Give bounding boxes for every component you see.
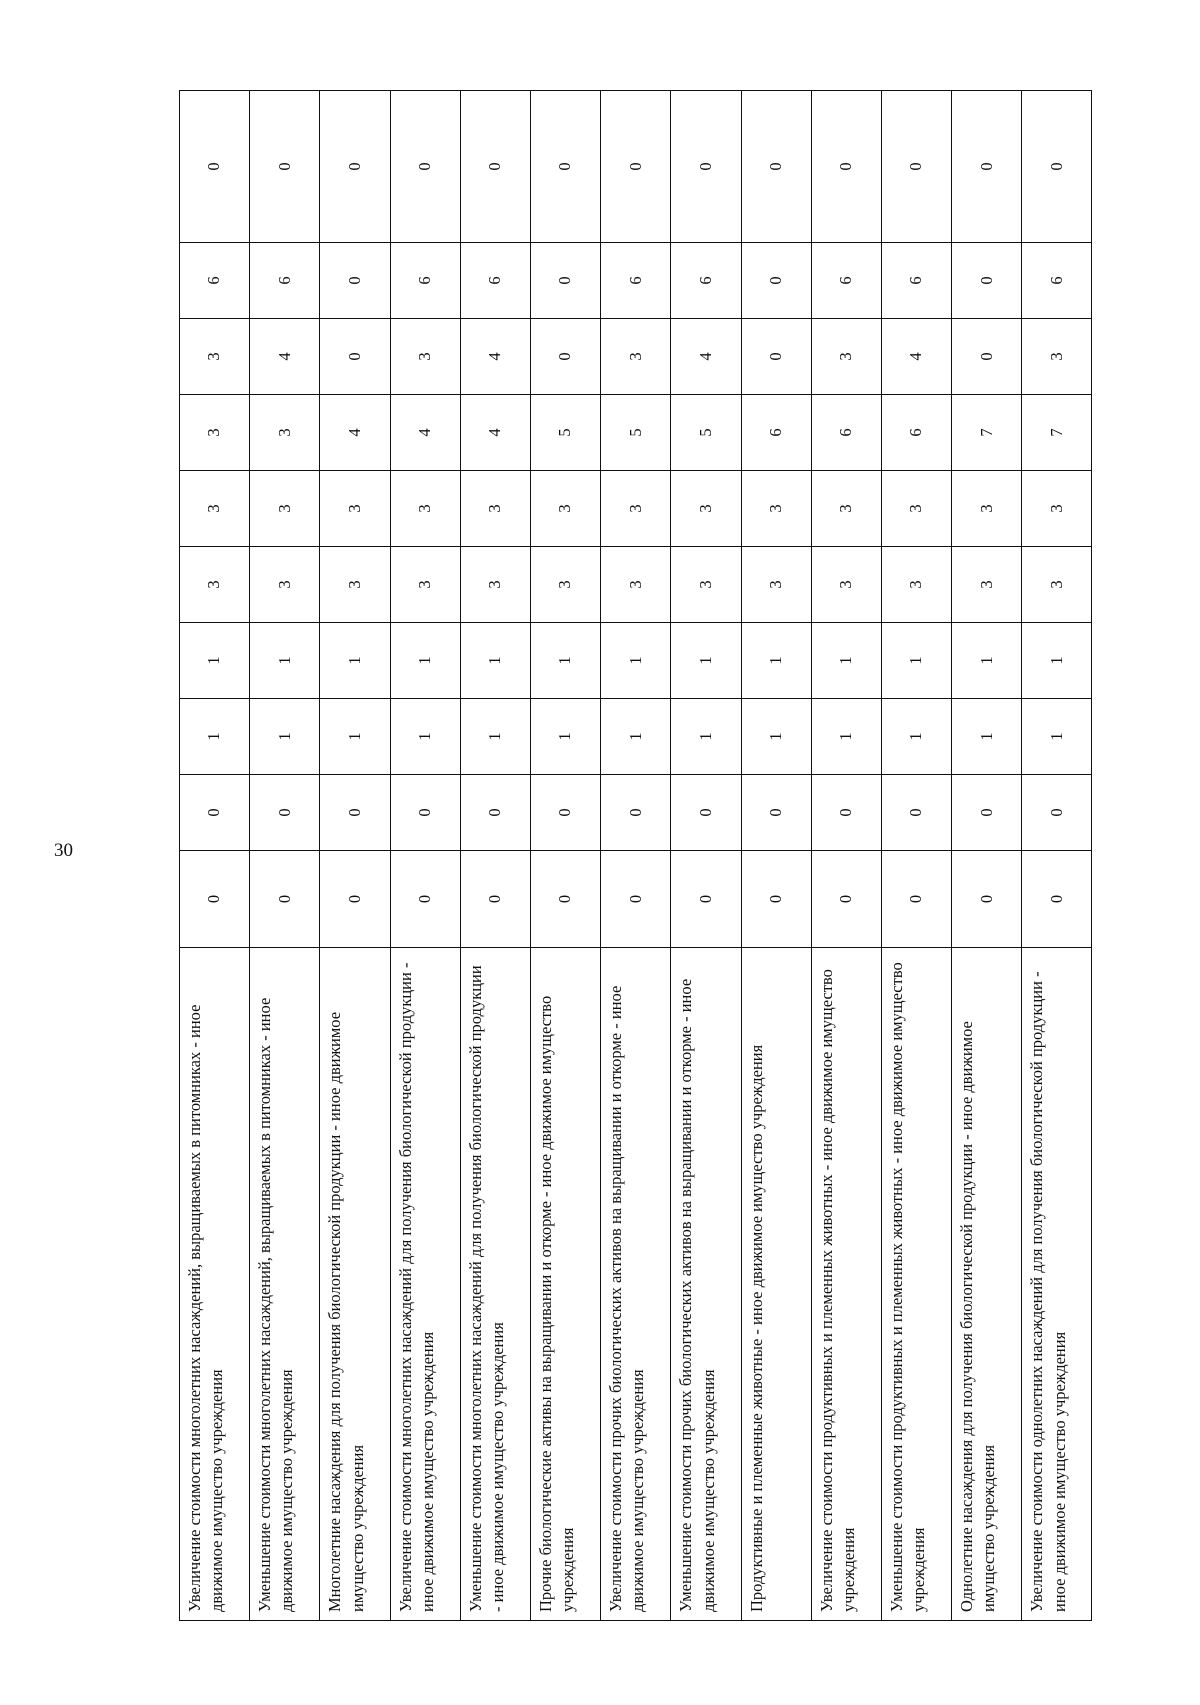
code-digit-cell: 3 bbox=[1022, 319, 1092, 395]
code-digit-cell: 1 bbox=[881, 623, 951, 699]
table-row bbox=[390, 91, 460, 1621]
row-description: Увеличение стоимости продуктивных и племенных животных - иное движимое имущество учреждения bbox=[811, 948, 881, 1621]
code-digit-cell: 0 bbox=[390, 775, 460, 851]
code-digit-cell: 0 bbox=[1022, 91, 1092, 243]
code-digit-cell: 3 bbox=[180, 395, 250, 471]
code-digit-cell: 0 bbox=[952, 319, 1022, 395]
code-digit-cell: 6 bbox=[1022, 243, 1092, 319]
code-digit-cell: 0 bbox=[320, 851, 390, 948]
code-digit-cell: 3 bbox=[180, 471, 250, 547]
code-digit-cell: 0 bbox=[530, 243, 600, 319]
code-digit-cell: 1 bbox=[320, 623, 390, 699]
code-digit-cell: 6 bbox=[811, 395, 881, 471]
code-digit-cell: 3 bbox=[741, 547, 811, 623]
code-digit-cell: 1 bbox=[1022, 699, 1092, 775]
code-digit-cell: 0 bbox=[881, 851, 951, 948]
code-digit-cell: 3 bbox=[390, 319, 460, 395]
code-digit-cell: 3 bbox=[460, 547, 530, 623]
code-digit-cell: 3 bbox=[390, 547, 460, 623]
code-digit-cell: 1 bbox=[460, 623, 530, 699]
rotated-table-frame bbox=[179, 91, 1092, 1621]
code-digit-cell: 1 bbox=[250, 699, 320, 775]
account-codes-table bbox=[179, 90, 1092, 1621]
row-description: Уменьшение стоимости многолетних насаждений, выращиваемых в питомниках - иное движимое имущество учреждения bbox=[250, 948, 320, 1621]
code-digit-cell: 6 bbox=[180, 243, 250, 319]
code-digit-cell: 0 bbox=[180, 851, 250, 948]
code-digit-cell: 3 bbox=[530, 471, 600, 547]
code-digit-cell: 0 bbox=[811, 851, 881, 948]
code-digit-cell: 1 bbox=[250, 623, 320, 699]
code-digit-cell: 0 bbox=[460, 775, 530, 851]
code-digit-cell: 5 bbox=[671, 395, 741, 471]
rotated-table-container bbox=[179, 91, 1092, 1621]
code-digit-cell: 3 bbox=[250, 471, 320, 547]
table-body bbox=[180, 91, 1092, 1621]
code-digit-cell: 3 bbox=[671, 547, 741, 623]
table-row bbox=[811, 91, 881, 1621]
code-digit-cell: 0 bbox=[671, 851, 741, 948]
table-row bbox=[320, 91, 390, 1621]
row-description: Уменьшение стоимости многолетних насаждений для получения биологической продукции - иное движимое имущество учреждения bbox=[460, 948, 530, 1621]
code-digit-cell: 0 bbox=[881, 775, 951, 851]
code-digit-cell: 1 bbox=[180, 623, 250, 699]
row-description: Прочие биологические активы на выращивании и откорме - иное движимое имущество учреждения bbox=[530, 948, 600, 1621]
code-digit-cell: 1 bbox=[320, 699, 390, 775]
code-digit-cell: 0 bbox=[811, 775, 881, 851]
row-description: Продуктивные и племенные животные - иное движимое имущество учреждения bbox=[741, 948, 811, 1621]
code-digit-cell: 3 bbox=[811, 319, 881, 395]
code-digit-cell: 0 bbox=[530, 851, 600, 948]
code-digit-cell: 1 bbox=[741, 699, 811, 775]
row-description: Уменьшение стоимости продуктивных и племенных животных - иное движимое имущество учреждения bbox=[881, 948, 951, 1621]
code-digit-cell: 1 bbox=[530, 623, 600, 699]
code-digit-cell: 0 bbox=[952, 775, 1022, 851]
code-digit-cell: 0 bbox=[390, 851, 460, 948]
table-row bbox=[460, 91, 530, 1621]
code-digit-cell: 4 bbox=[671, 319, 741, 395]
code-digit-cell: 7 bbox=[1022, 395, 1092, 471]
code-digit-cell: 1 bbox=[390, 623, 460, 699]
code-digit-cell: 1 bbox=[952, 699, 1022, 775]
code-digit-cell: 1 bbox=[601, 623, 671, 699]
code-digit-cell: 0 bbox=[530, 91, 600, 243]
code-digit-cell: 4 bbox=[881, 319, 951, 395]
code-digit-cell: 0 bbox=[601, 851, 671, 948]
table-row bbox=[530, 91, 600, 1621]
code-digit-cell: 4 bbox=[320, 395, 390, 471]
code-digit-cell: 4 bbox=[460, 395, 530, 471]
code-digit-cell: 3 bbox=[881, 547, 951, 623]
code-digit-cell: 0 bbox=[460, 91, 530, 243]
code-digit-cell: 4 bbox=[250, 319, 320, 395]
code-digit-cell: 0 bbox=[390, 91, 460, 243]
code-digit-cell: 3 bbox=[811, 547, 881, 623]
code-digit-cell: 3 bbox=[601, 471, 671, 547]
code-digit-cell: 0 bbox=[460, 851, 530, 948]
code-digit-cell: 1 bbox=[811, 623, 881, 699]
code-digit-cell: 6 bbox=[881, 395, 951, 471]
code-digit-cell: 0 bbox=[741, 775, 811, 851]
code-digit-cell: 7 bbox=[952, 395, 1022, 471]
code-digit-cell: 0 bbox=[671, 775, 741, 851]
table-row bbox=[180, 91, 250, 1621]
code-digit-cell: 3 bbox=[320, 547, 390, 623]
code-digit-cell: 0 bbox=[741, 319, 811, 395]
code-digit-cell: 1 bbox=[390, 699, 460, 775]
code-digit-cell: 5 bbox=[601, 395, 671, 471]
code-digit-cell: 3 bbox=[671, 471, 741, 547]
code-digit-cell: 3 bbox=[250, 547, 320, 623]
code-digit-cell: 3 bbox=[1022, 547, 1092, 623]
code-digit-cell: 1 bbox=[881, 699, 951, 775]
table-row bbox=[601, 91, 671, 1621]
code-digit-cell: 1 bbox=[811, 699, 881, 775]
code-digit-cell: 3 bbox=[460, 471, 530, 547]
code-digit-cell: 3 bbox=[180, 319, 250, 395]
page-number: 30 bbox=[54, 840, 73, 861]
code-digit-cell: 6 bbox=[741, 395, 811, 471]
table-row bbox=[741, 91, 811, 1621]
code-digit-cell: 0 bbox=[741, 91, 811, 243]
code-digit-cell: 0 bbox=[530, 319, 600, 395]
code-digit-cell: 1 bbox=[741, 623, 811, 699]
row-description: Уменьшение стоимости прочих биологических активов на выращивании и откорме - иное движимое имущество учреждения bbox=[671, 948, 741, 1621]
code-digit-cell: 0 bbox=[741, 243, 811, 319]
table-row bbox=[1022, 91, 1092, 1621]
code-digit-cell: 3 bbox=[1022, 471, 1092, 547]
code-digit-cell: 0 bbox=[320, 775, 390, 851]
row-description: Увеличение стоимости однолетних насаждений для получения биологической продукции - иное движимое имущество учреждения bbox=[1022, 948, 1092, 1621]
code-digit-cell: 6 bbox=[390, 243, 460, 319]
code-digit-cell: 0 bbox=[320, 319, 390, 395]
code-digit-cell: 0 bbox=[952, 851, 1022, 948]
code-digit-cell: 0 bbox=[601, 775, 671, 851]
table-row bbox=[881, 91, 951, 1621]
code-digit-cell: 3 bbox=[952, 547, 1022, 623]
code-digit-cell: 0 bbox=[180, 91, 250, 243]
code-digit-cell: 3 bbox=[320, 471, 390, 547]
code-digit-cell: 0 bbox=[601, 91, 671, 243]
table-row bbox=[250, 91, 320, 1621]
code-digit-cell: 0 bbox=[320, 91, 390, 243]
code-digit-cell: 0 bbox=[811, 91, 881, 243]
code-digit-cell: 6 bbox=[460, 243, 530, 319]
code-digit-cell: 0 bbox=[952, 243, 1022, 319]
row-description: Увеличение стоимости многолетних насаждений, выращиваемых в питомниках - иное движимое имущество учреждения bbox=[180, 948, 250, 1621]
code-digit-cell: 3 bbox=[530, 547, 600, 623]
code-digit-cell: 3 bbox=[601, 319, 671, 395]
code-digit-cell: 0 bbox=[250, 91, 320, 243]
code-digit-cell: 5 bbox=[530, 395, 600, 471]
code-digit-cell: 3 bbox=[811, 471, 881, 547]
code-digit-cell: 4 bbox=[460, 319, 530, 395]
row-description: Многолетние насаждения для получения биологической продукции - иное движимое имущество учреждения bbox=[320, 948, 390, 1621]
code-digit-cell: 1 bbox=[1022, 623, 1092, 699]
row-description: Однолетние насаждения для получения биологической продукции - иное движимое имущество учреждения bbox=[952, 948, 1022, 1621]
code-digit-cell: 1 bbox=[671, 623, 741, 699]
code-digit-cell: 3 bbox=[390, 471, 460, 547]
code-digit-cell: 1 bbox=[530, 699, 600, 775]
code-digit-cell: 0 bbox=[671, 91, 741, 243]
code-digit-cell: 1 bbox=[952, 623, 1022, 699]
code-digit-cell: 4 bbox=[390, 395, 460, 471]
code-digit-cell: 3 bbox=[180, 547, 250, 623]
code-digit-cell: 0 bbox=[952, 91, 1022, 243]
row-description: Увеличение стоимости многолетних насаждений для получения биологической продукции - иное движимое имущество учреждения bbox=[390, 948, 460, 1621]
code-digit-cell: 0 bbox=[250, 851, 320, 948]
code-digit-cell: 0 bbox=[1022, 851, 1092, 948]
table-row bbox=[671, 91, 741, 1621]
code-digit-cell: 3 bbox=[741, 471, 811, 547]
code-digit-cell: 0 bbox=[250, 775, 320, 851]
code-digit-cell: 0 bbox=[180, 775, 250, 851]
code-digit-cell: 3 bbox=[952, 471, 1022, 547]
code-digit-cell: 0 bbox=[1022, 775, 1092, 851]
code-digit-cell: 6 bbox=[601, 243, 671, 319]
code-digit-cell: 1 bbox=[601, 699, 671, 775]
code-digit-cell: 3 bbox=[881, 471, 951, 547]
code-digit-cell: 6 bbox=[671, 243, 741, 319]
code-digit-cell: 0 bbox=[881, 91, 951, 243]
code-digit-cell: 6 bbox=[881, 243, 951, 319]
code-digit-cell: 0 bbox=[320, 243, 390, 319]
code-digit-cell: 0 bbox=[741, 851, 811, 948]
code-digit-cell: 3 bbox=[601, 547, 671, 623]
code-digit-cell: 3 bbox=[250, 395, 320, 471]
row-description: Увеличение стоимости прочих биологических активов на выращивании и откорме - иное движимое имущество учреждения bbox=[601, 948, 671, 1621]
code-digit-cell: 1 bbox=[460, 699, 530, 775]
table-row bbox=[952, 91, 1022, 1621]
code-digit-cell: 0 bbox=[530, 775, 600, 851]
code-digit-cell: 6 bbox=[811, 243, 881, 319]
code-digit-cell: 1 bbox=[180, 699, 250, 775]
code-digit-cell: 6 bbox=[250, 243, 320, 319]
code-digit-cell: 1 bbox=[671, 699, 741, 775]
